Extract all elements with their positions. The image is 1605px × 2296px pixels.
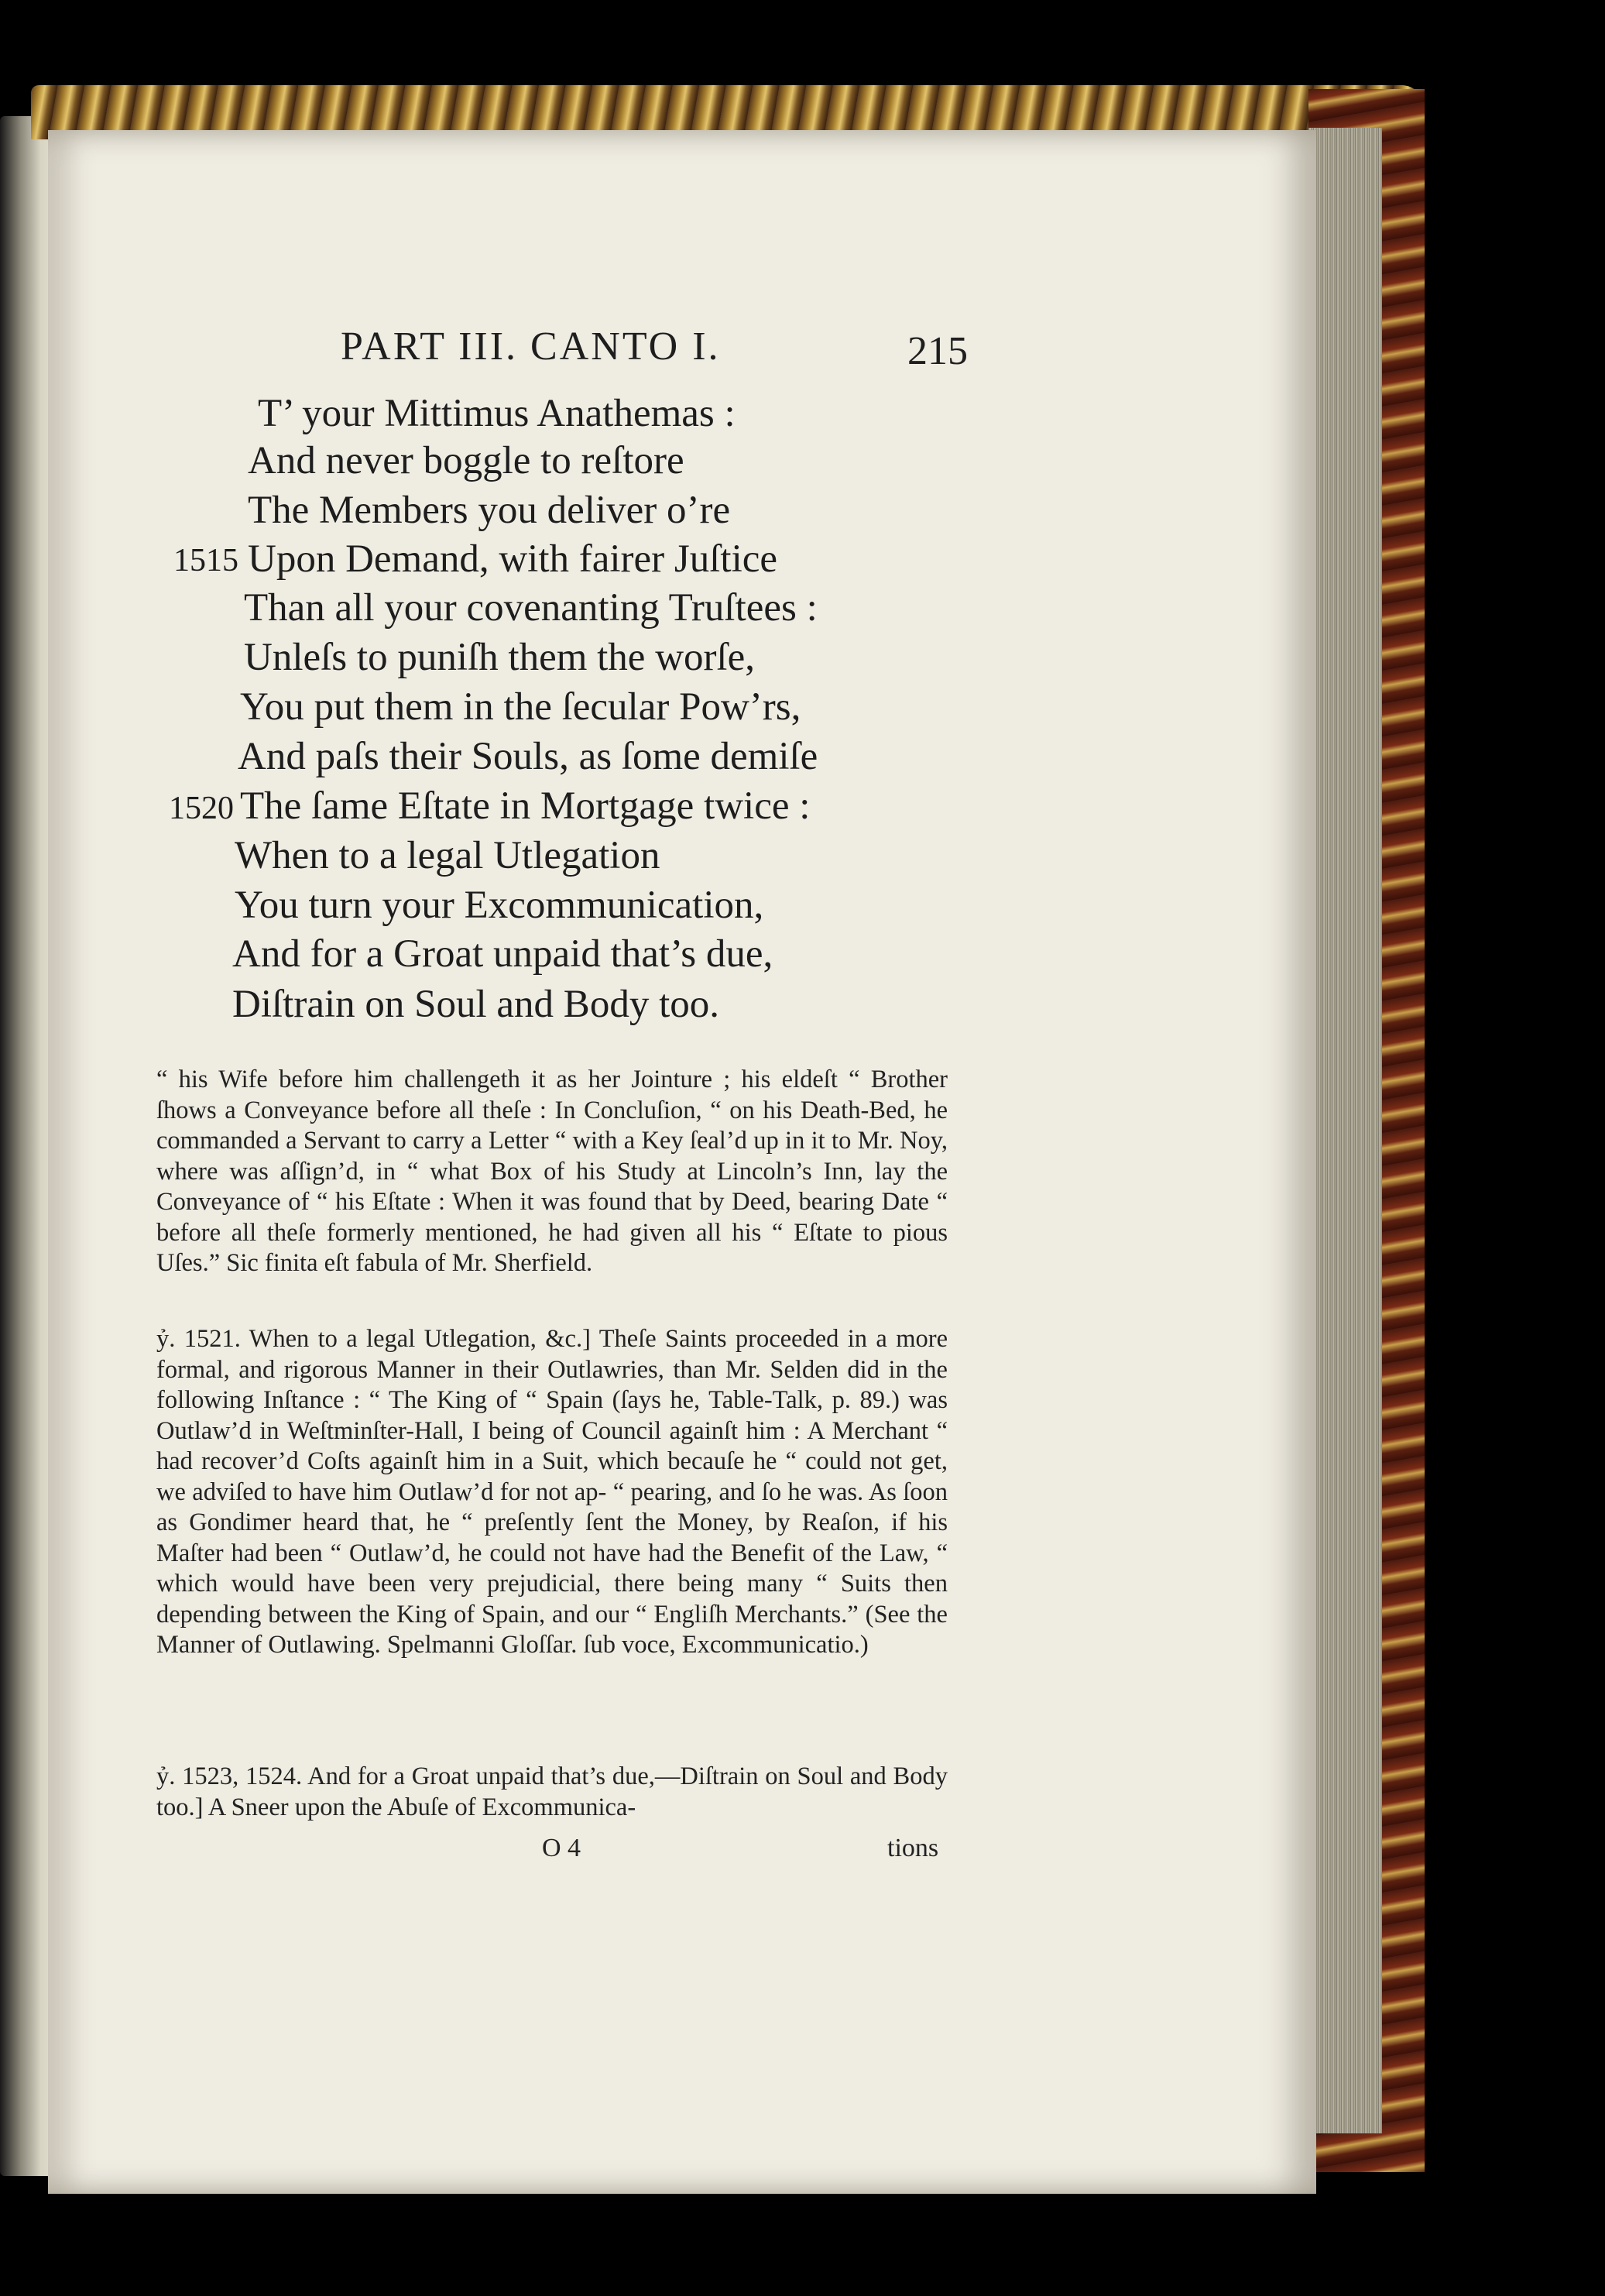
verse-line: Diſtrain on Soul and Body too. xyxy=(232,983,719,1026)
verse-line: T’ your Mittimus Anathemas : xyxy=(258,392,736,435)
verse-line: You turn your Excommunication, xyxy=(235,884,764,927)
verse-line-number: 1520 xyxy=(169,791,234,826)
verse-line: The ſame Eſtate in Mortgage twice : xyxy=(240,784,811,828)
verse-line: Upon Demand, with fairer Juſtice xyxy=(248,537,778,581)
signature-mark: O 4 xyxy=(542,1834,581,1862)
footnote-1523: ỷ. 1523, 1524. And for a Groat unpaid that’s due,—Diſtrain on Soul and Body too.] A Sneer upon the Abuſe of Excommunica- xyxy=(156,1762,948,1821)
footnote-1521: ỷ. 1521. When to a legal Utlegation, &c.] Theſe Saints proceeded in a more formal, and rigorous Manner in their Outlawries, than Mr. Selden did in the following Inſtance : “ The King of “ Spain (ſays he, Table-Talk, p. 89.) was Outlaw’d in Weſtminſter-Hall, I being of Council againſt him : A Merchant “ had recover’d Coſts againſt him in a Suit, which becauſe he “ could not get, we adviſed to have him Outlaw’d for not ap- “ pearing, and ſo he was. As ſoon as Gondimer heard that, he “ preſently ſent the Money, by Reaſon, if his Maſter had been “ Outlaw’d, he could not have had the Benefit of the Law, “ which would have been very prejudicial, there being many “ Suits then depending between the King of Spain, and our “ Engliſh Merchants.” (See the Manner of Outlawing. Spelmanni Gloſſar. ſub voce, Excommunicatio.) xyxy=(156,1325,948,1659)
verse-line: And never boggle to reſtore xyxy=(248,439,684,482)
running-head: PART III. CANTO I. xyxy=(341,324,721,369)
verse-line: Unleſs to puniſh them the worſe, xyxy=(244,636,756,679)
footnote-continued: “ his Wife before him challengeth it as her Jointure ; his eldeſt “ Brother ſhows a Conveyance before all theſe : In Concluſion, “ on his Death-Bed, he commanded a Servant to carry a Letter “ with a Key ſeal’d up in it to Mr. Noy, where was aſſign’d, in “ what Box of his Study at Lincoln’s Inn, lay the Conveyance of “ his Eſtate : When it was found that by Deed, bearing Date “ before all theſe formerly mentioned, he had given all his “ Eſtate to pious Uſes.” Sic finita eſt fabula of Mr. Sherfield. xyxy=(156,1066,948,1277)
verse-line-number: 1515 xyxy=(173,543,238,578)
catchword: tions xyxy=(887,1834,939,1862)
verse-line: Than all your covenanting Truſtees : xyxy=(244,586,818,630)
verse-line: And for a Groat unpaid that’s due, xyxy=(232,932,773,976)
page-number: 215 xyxy=(907,329,968,373)
page-edges xyxy=(1308,128,1382,2133)
verse-line: The Members you deliver o’re xyxy=(248,489,731,532)
verse-line: And paſs their Souls, as ſome demiſe xyxy=(238,735,818,778)
verse-line: When to a legal Utlegation xyxy=(235,834,660,877)
verse-line: You put them in the ſecular Pow’rs, xyxy=(240,685,801,729)
